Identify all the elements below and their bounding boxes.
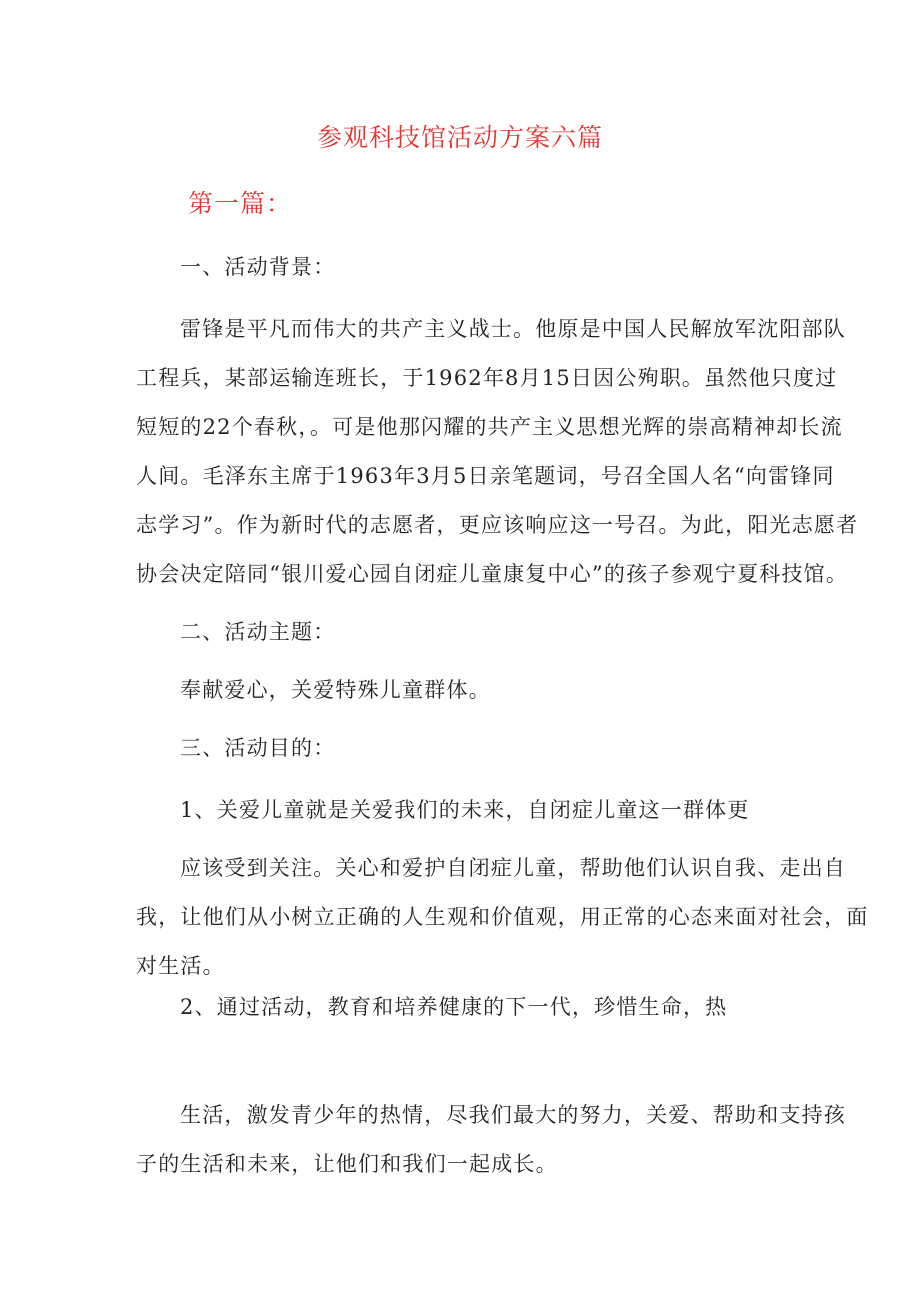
paragraph-line: 志学习”。作为新时代的志愿者，更应该响应这一号召。为此，阳光志愿者 — [136, 513, 859, 537]
paragraph-line: 奉献爱心，关爱特殊儿童群体。 — [180, 678, 491, 702]
paragraph-line: 人间。毛泽东主席于1963年3月5日亲笔题词，号召全国人名“向雷锋同 — [136, 464, 835, 488]
paragraph-line: 对生活。 — [136, 954, 225, 978]
paragraph-line: 协会决定陪同“银川爱心园自闭症儿童康复中心”的孩子参观宁夏科技馆。 — [136, 562, 849, 586]
paragraph-line: 雷锋是平凡而伟大的共产主义战士。他原是中国人民解放军沈阳部队 — [180, 317, 846, 341]
list-item: 1、关爱儿童就是关爱我们的未来，自闭症儿童这一群体更 — [180, 798, 750, 822]
section-heading-purpose: 三、活动目的： — [180, 736, 336, 760]
paragraph-line: 生活，激发青少年的热情，尽我们最大的努力，关爱、帮助和支持孩 — [180, 1103, 846, 1127]
section-heading-background: 一、活动背景： — [180, 255, 336, 279]
paragraph-line: 短短的22个春秋，。可是他那闪耀的共产主义思想光辉的崇高精神却长流 — [136, 415, 843, 439]
paragraph-line: 我，让他们从小树立正确的人生观和价值观，用正常的心态来面对社会，面 — [136, 905, 869, 929]
section-heading-theme: 二、活动主题： — [180, 620, 336, 644]
paragraph-line: 应该受到关注。关心和爱护自闭症儿童，帮助他们认识自我、走出自 — [180, 856, 846, 880]
list-item: 2、通过活动，教育和培养健康的下一代，珍惜生命，热 — [180, 995, 728, 1019]
paragraph-line: 子的生活和未来，让他们和我们一起成长。 — [136, 1152, 558, 1176]
document-title: 参观科技馆活动方案六篇 — [316, 123, 603, 152]
chapter-heading: 第一篇： — [188, 189, 293, 218]
paragraph-line: 工程兵，某部运输连班长，于1962年8月15日因公殉职。虽然他只度过 — [136, 366, 838, 390]
